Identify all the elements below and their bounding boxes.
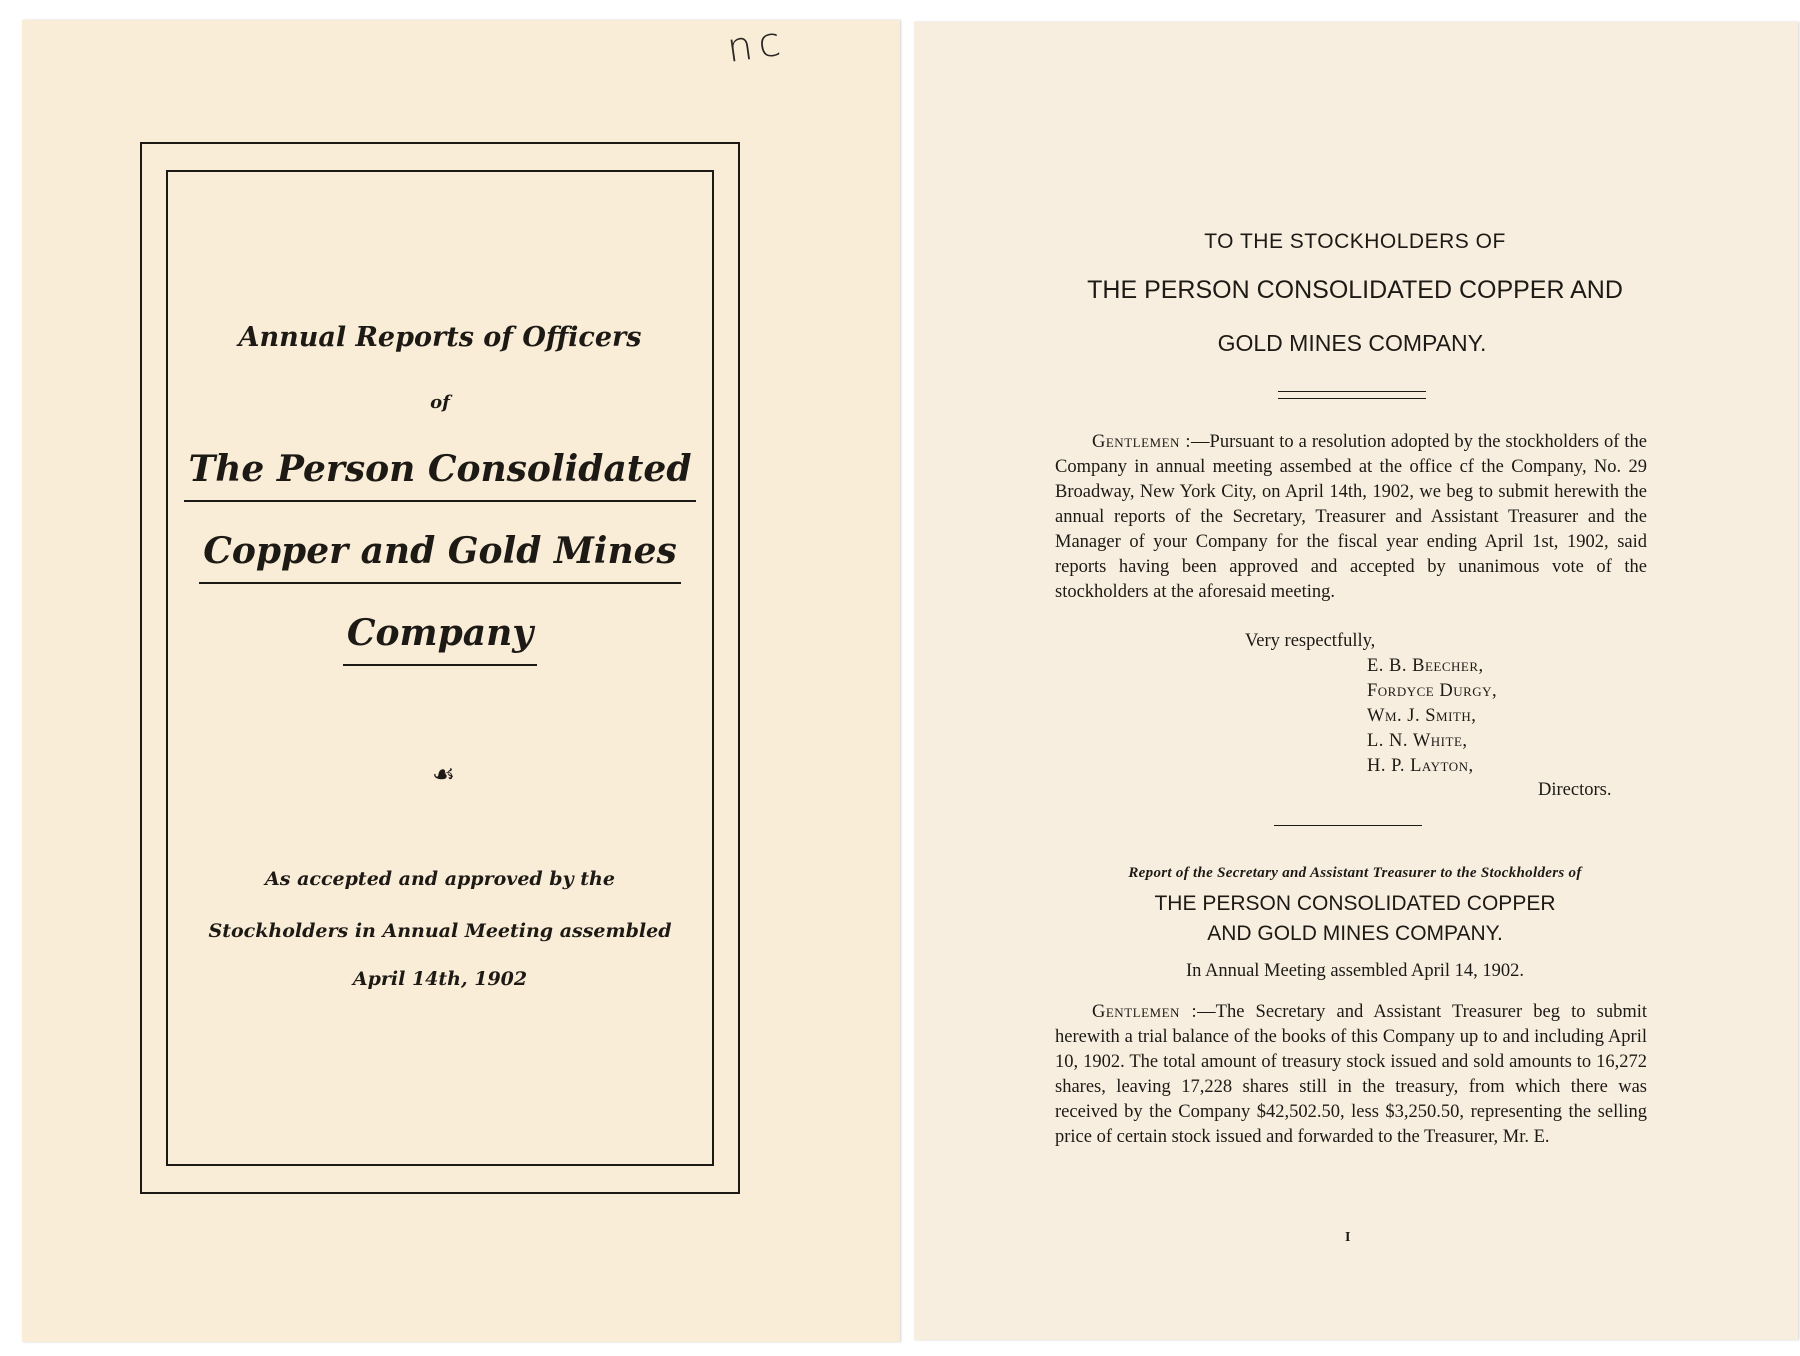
double-rule [1278, 391, 1426, 399]
directors-letter [1055, 430, 1647, 605]
company-name-line1 [166, 448, 714, 502]
heading-to-stockholders: TO THE STOCKHOLDERS OF [1204, 230, 1506, 253]
meeting-line: In Annual Meeting assembled April 14, 1902. [1185, 961, 1525, 981]
inner-border [166, 170, 714, 1166]
director-name: L. N. White, [1367, 731, 1468, 751]
director-name: Fordyce Durgy, [1367, 681, 1498, 701]
cover-title: Annual Reports of Officers [238, 322, 642, 353]
company-name-line3 [166, 612, 714, 666]
report-company-line1: THE PERSON CONSOLIDATED COPPER [1154, 892, 1556, 915]
company-name-line2 [166, 530, 714, 584]
secretary-report [1055, 1000, 1647, 1150]
cover-of: of [430, 392, 450, 413]
page-number: I [1345, 1230, 1351, 1245]
report-company-line2: AND GOLD MINES COMPANY. [1207, 922, 1503, 945]
letter-body: —Pursuant to a resolution adopted by the stockholders of the Company in annual meeting assembed at the office cf the Company, No. 29 Broadway, New York City, on April 14th, 1902, we beg to submit herewith the annual reports of the Secretary, Treasurer and Assistant Treasurer and the Manager of your Company for the fiscal year ending April 1st, 1902, said reports having been approved and accepted by unanimous vote of the stockholders at the aforesaid meeting. [1055, 432, 1648, 602]
report-body: —The Secretary and Assistant Treasurer beg to submit herewith a trial balance of the books of this Company up to and including April 10, 1902. The total amount of treasury stock issued and sold amounts to 16,272 shares, leaving 17,228 shares still in the treasury, from which there was received by the Company $42,502.50, less $3,250.50, representing the selling price of certain stock issued and forwarded to the Treasurer, Mr. E. [1055, 1002, 1647, 1147]
letter-salutation: Gentlemen : [1092, 432, 1192, 452]
heading-company-line1: THE PERSON CONSOLIDATED COPPER AND [1087, 276, 1623, 304]
company-name-line2-text: Copper and Gold Mines [199, 530, 681, 584]
director-name: H. P. Layton, [1367, 756, 1474, 776]
letter-closing: Very respectfully, [1245, 631, 1376, 651]
report-salutation: Gentlemen : [1092, 1002, 1198, 1022]
approval-line2: Stockholders in Annual Meeting assembled [208, 920, 672, 942]
approval-line1: As accepted and approved by the [265, 868, 615, 890]
heading-company-line2: GOLD MINES COMPANY. [1217, 330, 1487, 356]
fleuron-icon: ☙ [432, 760, 456, 790]
directors-title: Directors. [1538, 780, 1612, 800]
company-name-line1-text: The Person Consolidated [184, 448, 695, 502]
report-intro: Report of the Secretary and Assistant Treasurer to the Stockholders of [1128, 865, 1582, 881]
director-name: Wm. J. Smith, [1367, 706, 1477, 726]
company-name-line3-text: Company [343, 612, 537, 666]
approval-date: April 14th, 1902 [352, 968, 528, 990]
section-rule [1274, 825, 1422, 826]
director-name: E. B. Beecher, [1367, 656, 1484, 676]
handwritten-note: nc [724, 18, 790, 72]
